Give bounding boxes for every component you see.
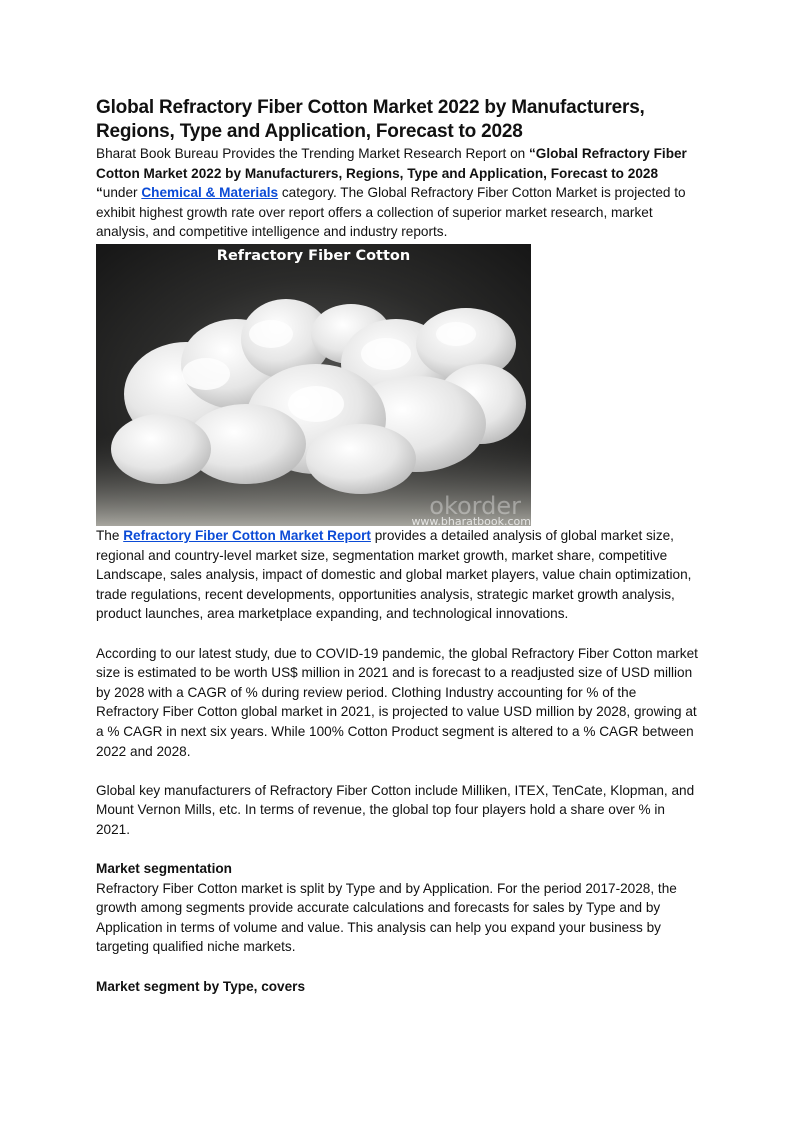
watermark-okorder: okorder	[429, 491, 521, 520]
segmentation-paragraph: Refractory Fiber Cotton market is split by Type and by Application. For the period 2017-2028, the growth among segments provide accurate calculations and forecasts for sales by Type and by Application in terms of volume and value. This analysis can help you expand your business by targeting qualified niche markets.	[96, 880, 677, 955]
intro-text: Bharat Book Bureau Provides the Trending Market Research Report on	[96, 146, 529, 161]
report-description-paragraph	[96, 526, 702, 624]
page-title: Global Refractory Fiber Cotton Market 2022 by Manufacturers, Regions, Type and Application, Forecast to 2028	[96, 97, 645, 142]
image-caption: Refractory Fiber Cotton	[216, 247, 411, 264]
manufacturers-paragraph: Global key manufacturers of Refractory Fiber Cotton include Milliken, ITEX, TenCate, Klopman, and Mount Vernon Mills, etc. In terms of revenue, the global top four players hold a share over % in 2021.	[96, 782, 695, 837]
intro-paragraph	[96, 144, 702, 242]
report-link[interactable]: Refractory Fiber Cotton Market Report	[123, 527, 371, 543]
watermark-site: www.bharatbook.com	[411, 514, 531, 526]
product-photo	[96, 244, 531, 526]
covid-study-paragraph: According to our latest study, due to COVID-19 pandemic, the global Refractory Fiber Cotton market size is estimated to be worth US$ million in 2021 and is forecast to a readjusted size of USD million by 2028 with a CAGR of % during review period. Clothing Industry accounting for % of the Refractory Fiber Cotton global market in 2021, is projected to value USD million by 2028, growing at a % CAGR in next six years. While 100% Cotton Product segment is altered to a % CAGR between 2022 and 2028.	[96, 645, 698, 759]
para1-pre: The	[96, 527, 124, 543]
intro-quoted-title: “Global Refractory Fiber Cotton Market 2022 by Manufacturers, Regions, Type and Application, Forecast to 2028 “	[96, 146, 687, 201]
intro-under: under	[102, 185, 142, 201]
segment-by-type-heading: Market segment by Type, covers	[96, 978, 306, 994]
document-page	[96, 96, 702, 996]
para1-rest: provides a detailed analysis of global market size, regional and country-level market size, segmentation market growth, market share, competitive Landscape, sales analysis, impact of domestic and global market players, value chain optimization, trade regulations, recent developments, opportunities analysis, strategic market growth analysis, product launches, area marketplace expanding, and technological innovations.	[96, 527, 692, 622]
category-link[interactable]: Chemical & Materials	[141, 185, 279, 201]
cotton-illustration	[96, 244, 531, 526]
intro-rest: category. The Global Refractory Fiber Cotton Market is projected to exhibit highest growth rate over report offers a collection of superior market research, market analysis, and competitive intelligence and industry reports.	[96, 185, 686, 240]
segmentation-heading: Market segmentation	[96, 861, 232, 877]
